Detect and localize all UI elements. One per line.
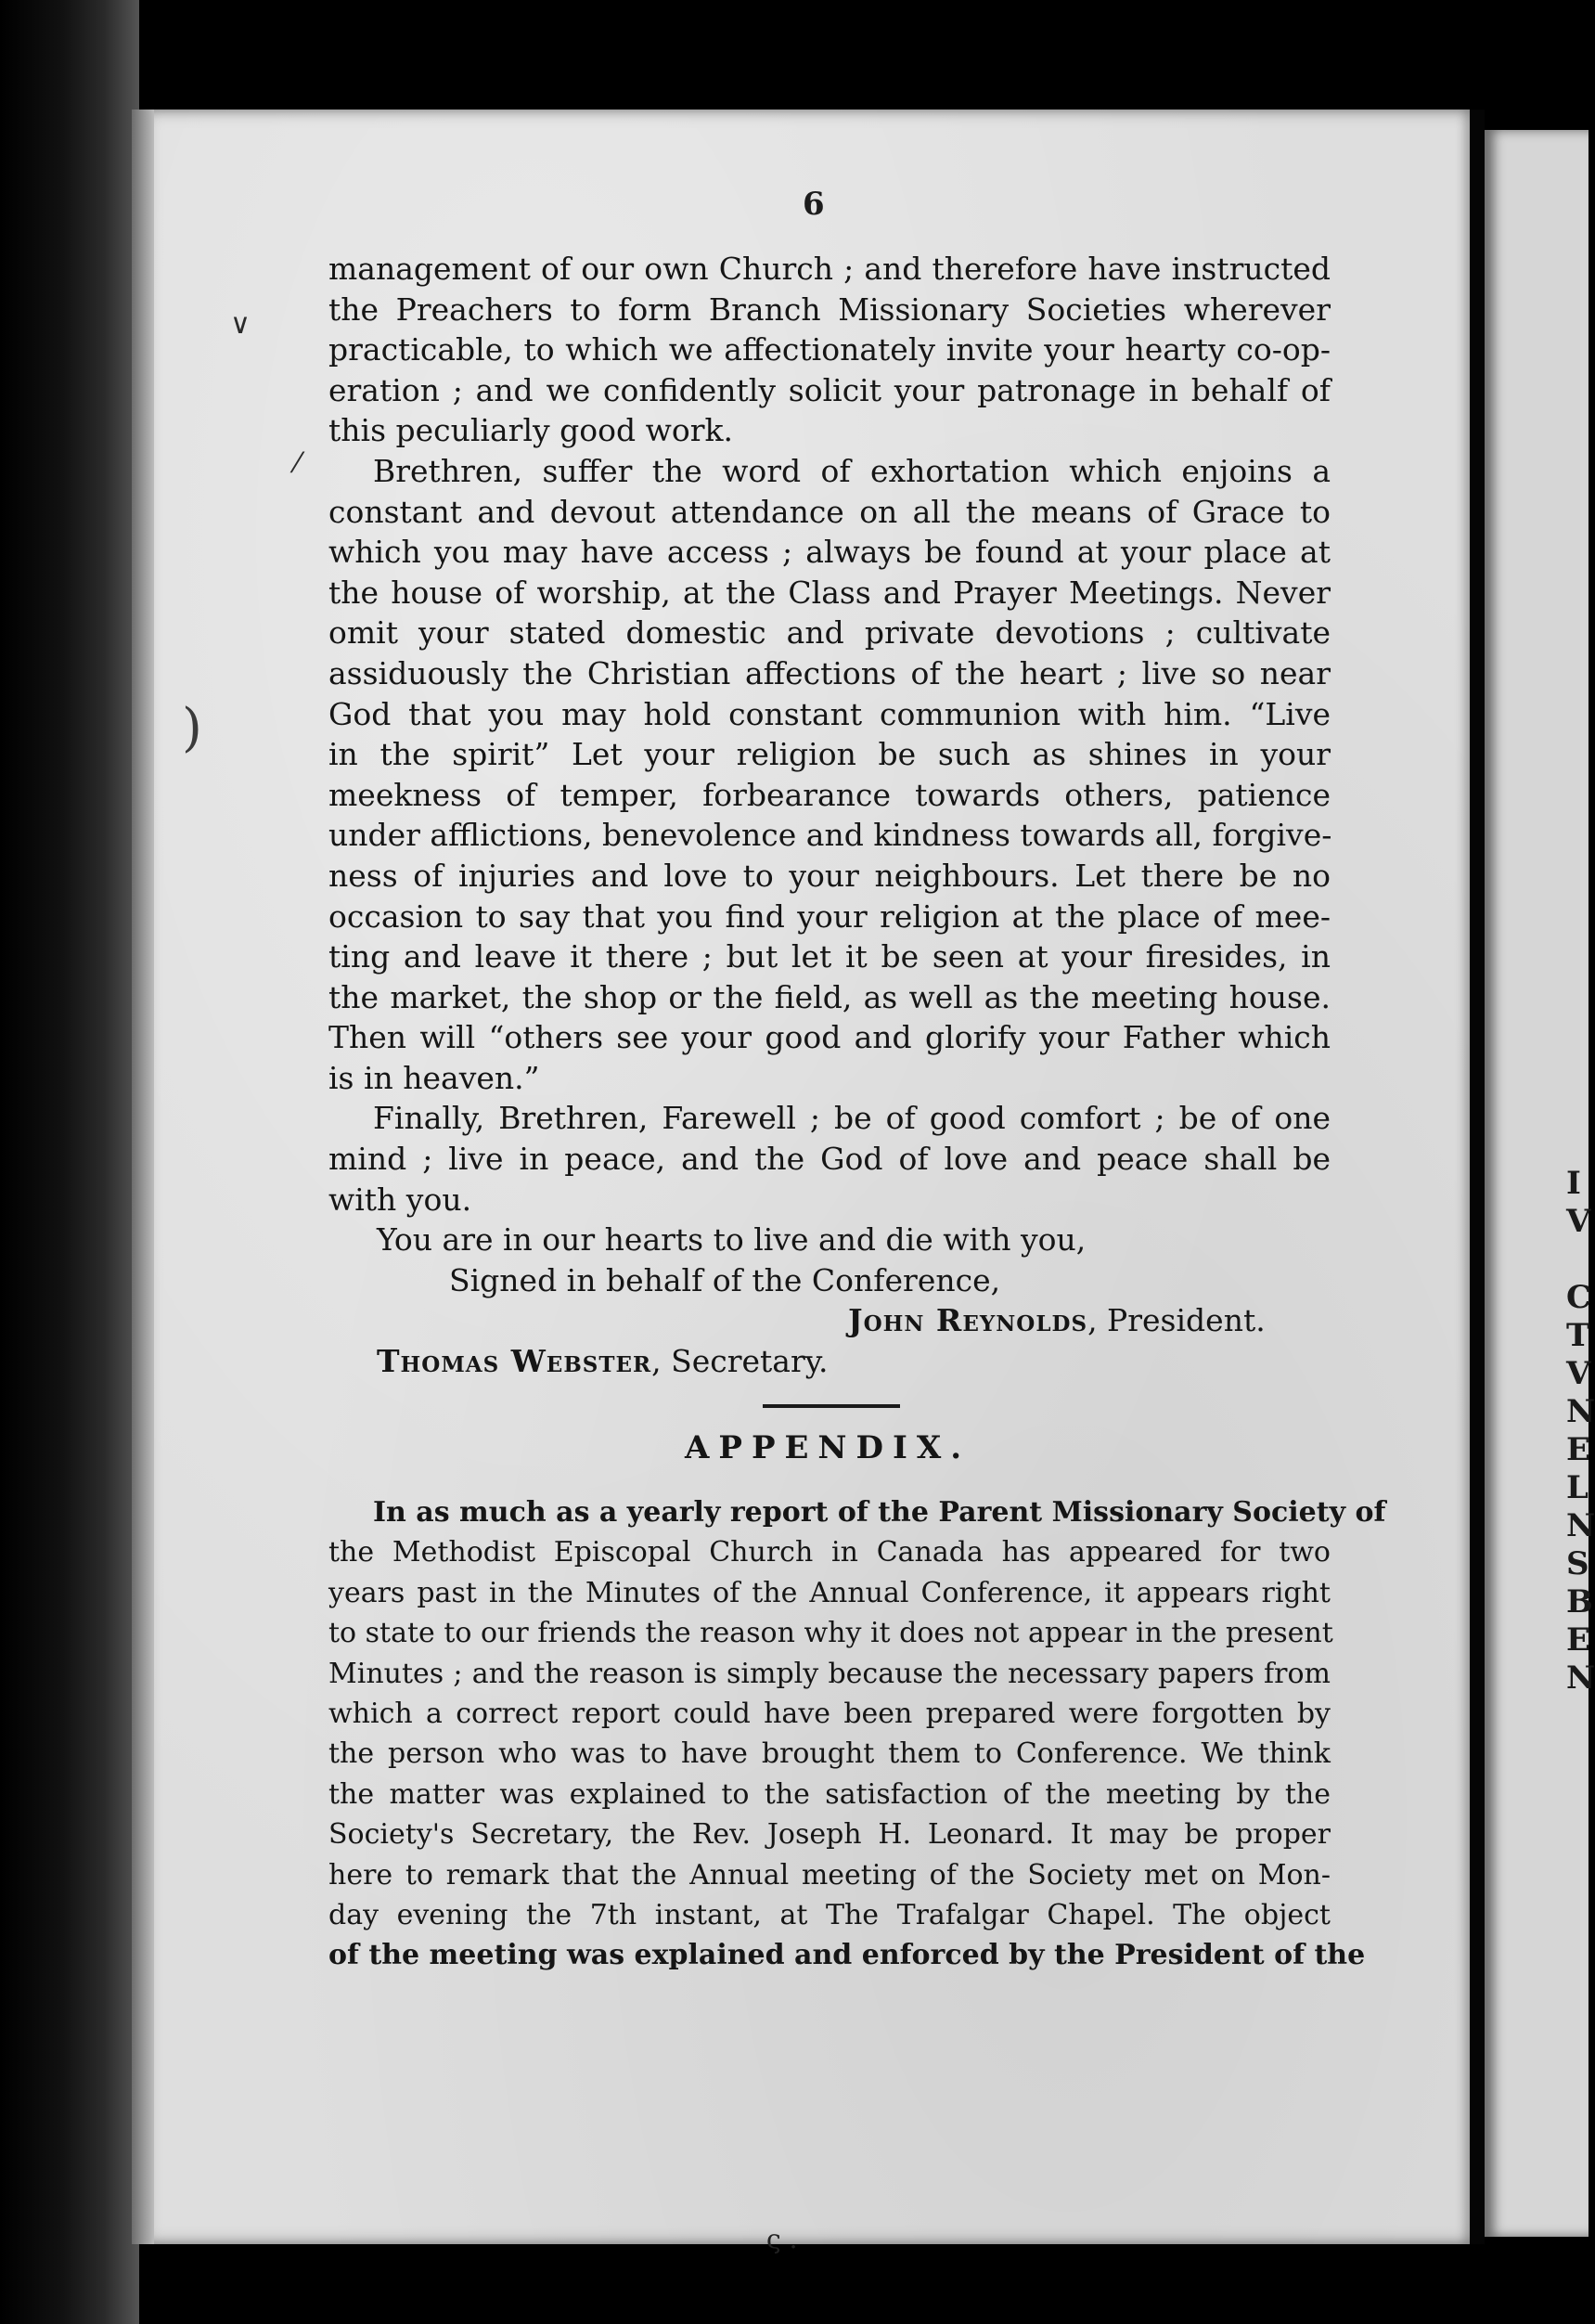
- adjacent-page-letter: I: [1566, 1165, 1581, 1202]
- margin-tick-mark: ⁄: [295, 447, 301, 480]
- letter-line: meekness of temper, forbearance towards others, patience: [328, 776, 1331, 813]
- page-number: 6: [803, 186, 825, 223]
- appendix-line: Society's Secretary, the Rev. Joseph H. Leonard. It may be proper: [328, 1818, 1331, 1852]
- secretary-signature: [328, 1341, 1331, 1382]
- appendix-line: which a correct report could have been prepared were forgotten by: [328, 1698, 1331, 1731]
- letter-line: ness of injuries and love to your neighbours. Let there be no: [328, 857, 1331, 894]
- president-title: , President.: [1087, 1302, 1266, 1339]
- adjacent-page-letter: S: [1566, 1545, 1589, 1582]
- adjacent-page-letter: E: [1566, 1621, 1590, 1659]
- letter-line: this peculiarly good work.: [328, 412, 733, 449]
- margin-bracket-mark: ): [182, 698, 202, 758]
- letter-paragraph-2: [328, 451, 1331, 1099]
- appendix-line: to state to our friends the reason why it does not appear in the present: [328, 1617, 1333, 1650]
- letter-line: the Preachers to form Branch Missionary Societies wherever: [328, 290, 1331, 328]
- adjacent-page-letter: [1566, 1241, 1594, 1279]
- letter-line: constant and devout attendance on all the means of Grace to: [328, 493, 1331, 530]
- secretary-title: , Secretary.: [651, 1343, 829, 1380]
- appendix-line: the person who was to have brought them to Conference. We think: [328, 1737, 1331, 1771]
- book-gutter: [1470, 110, 1485, 2244]
- appendix-line: years past in the Minutes of the Annual Conference, it appears right: [328, 1576, 1331, 1609]
- letter-line: is in heaven.”: [328, 1059, 540, 1096]
- letter-line: God that you may hold constant communion with him. “Live: [328, 695, 1331, 732]
- appendix-heading: APPENDIX.: [685, 1429, 971, 1466]
- adjacent-page-letter: V: [1566, 1355, 1591, 1392]
- adjacent-page-letters: [1566, 1165, 1594, 1698]
- appendix-line: the Methodist Episcopal Church in Canada has appeared for two: [328, 1536, 1331, 1569]
- letter-line: mind ; live in peace, and the God of love and peace shall be: [328, 1141, 1331, 1178]
- letter-line: ting and leave it there ; but let it be seen at your firesides, in: [328, 938, 1331, 975]
- letter-paragraph-3: [328, 1098, 1331, 1220]
- signed-on-behalf-line: Signed in behalf of the Conference,: [449, 1261, 1001, 1298]
- appendix-body: [328, 1492, 1386, 1976]
- appendix-line: of the meeting was explained and enforced by the President of the: [328, 1939, 1366, 1972]
- letter-line: practicable, to which we affectionately invite your hearty co-op-: [328, 331, 1331, 368]
- signature-mark: ς .: [766, 2224, 798, 2254]
- letter-line: eration ; and we confidently solicit your patronage in behalf of: [328, 371, 1331, 408]
- letter-line: which you may have access ; always be found at your place at: [328, 534, 1331, 571]
- scan-left-edge: [0, 0, 139, 2324]
- appendix-line: here to remark that the Annual meeting of the Society met on Mon-: [328, 1858, 1331, 1891]
- letter-line: management of our own Church ; and therefore have instructed: [328, 251, 1331, 287]
- adjacent-page-letter: T: [1566, 1317, 1590, 1354]
- president-name: John Reynolds: [848, 1302, 1088, 1339]
- letter-line: occasion to say that you find your religion at the place of mee-: [328, 897, 1331, 935]
- letter-line: the house of worship, at the Class and Prayer Meetings. Never: [328, 574, 1331, 611]
- appendix-line: the matter was explained to the satisfaction of the meeting by the: [328, 1777, 1331, 1811]
- adjacent-page-letter: V: [1566, 1203, 1591, 1240]
- adjacent-page-letter: N: [1566, 1659, 1595, 1697]
- letter-line: Then will “others see your good and glorify your Father which: [328, 1019, 1331, 1056]
- adjacent-page-letter: C: [1566, 1279, 1592, 1316]
- appendix-line: day evening the 7th instant, at The Trafalgar Chapel. The object: [328, 1899, 1331, 1932]
- appendix-line: In as much as a yearly report of the Parent Missionary Society of: [373, 1496, 1386, 1529]
- page-binding-shadow: [132, 110, 154, 2244]
- letter-line: in the spirit” Let your religion be such as shines in your: [328, 736, 1331, 773]
- letter-body: [328, 249, 1331, 1382]
- letter-paragraph-1: [328, 249, 1331, 451]
- letter-line: the market, the shop or the field, as well as the meeting house.: [328, 978, 1331, 1015]
- president-signature: [328, 1300, 1331, 1341]
- adjacent-page-letter: B: [1566, 1583, 1593, 1620]
- letter-line: Finally, Brethren, Farewell ; be of good comfort ; be of one: [373, 1100, 1331, 1137]
- adjacent-page-letter: N: [1566, 1393, 1595, 1430]
- margin-tick-mark: ∨: [230, 308, 251, 341]
- letter-line: with you.: [328, 1181, 472, 1218]
- letter-line: assiduously the Christian affections of the heart ; live so near: [328, 654, 1331, 691]
- letter-line: under afflictions, benevolence and kindness towards all, forgive-: [328, 817, 1332, 854]
- adjacent-page-letter: L: [1566, 1469, 1589, 1506]
- letter-line: Brethren, suffer the word of exhortation which enjoins a: [373, 452, 1331, 489]
- letter-line: omit your stated domestic and private devotions ; cultivate: [328, 614, 1331, 652]
- closing-line: You are in our hearts to live and die with you,: [377, 1221, 1087, 1259]
- appendix-line: Minutes ; and the reason is simply because the necessary papers from: [328, 1657, 1331, 1690]
- adjacent-page-letter: N: [1566, 1507, 1595, 1544]
- adjacent-page-letter: E: [1566, 1431, 1590, 1468]
- section-divider-rule: [763, 1404, 900, 1408]
- secretary-name: Thomas Webster: [377, 1343, 652, 1380]
